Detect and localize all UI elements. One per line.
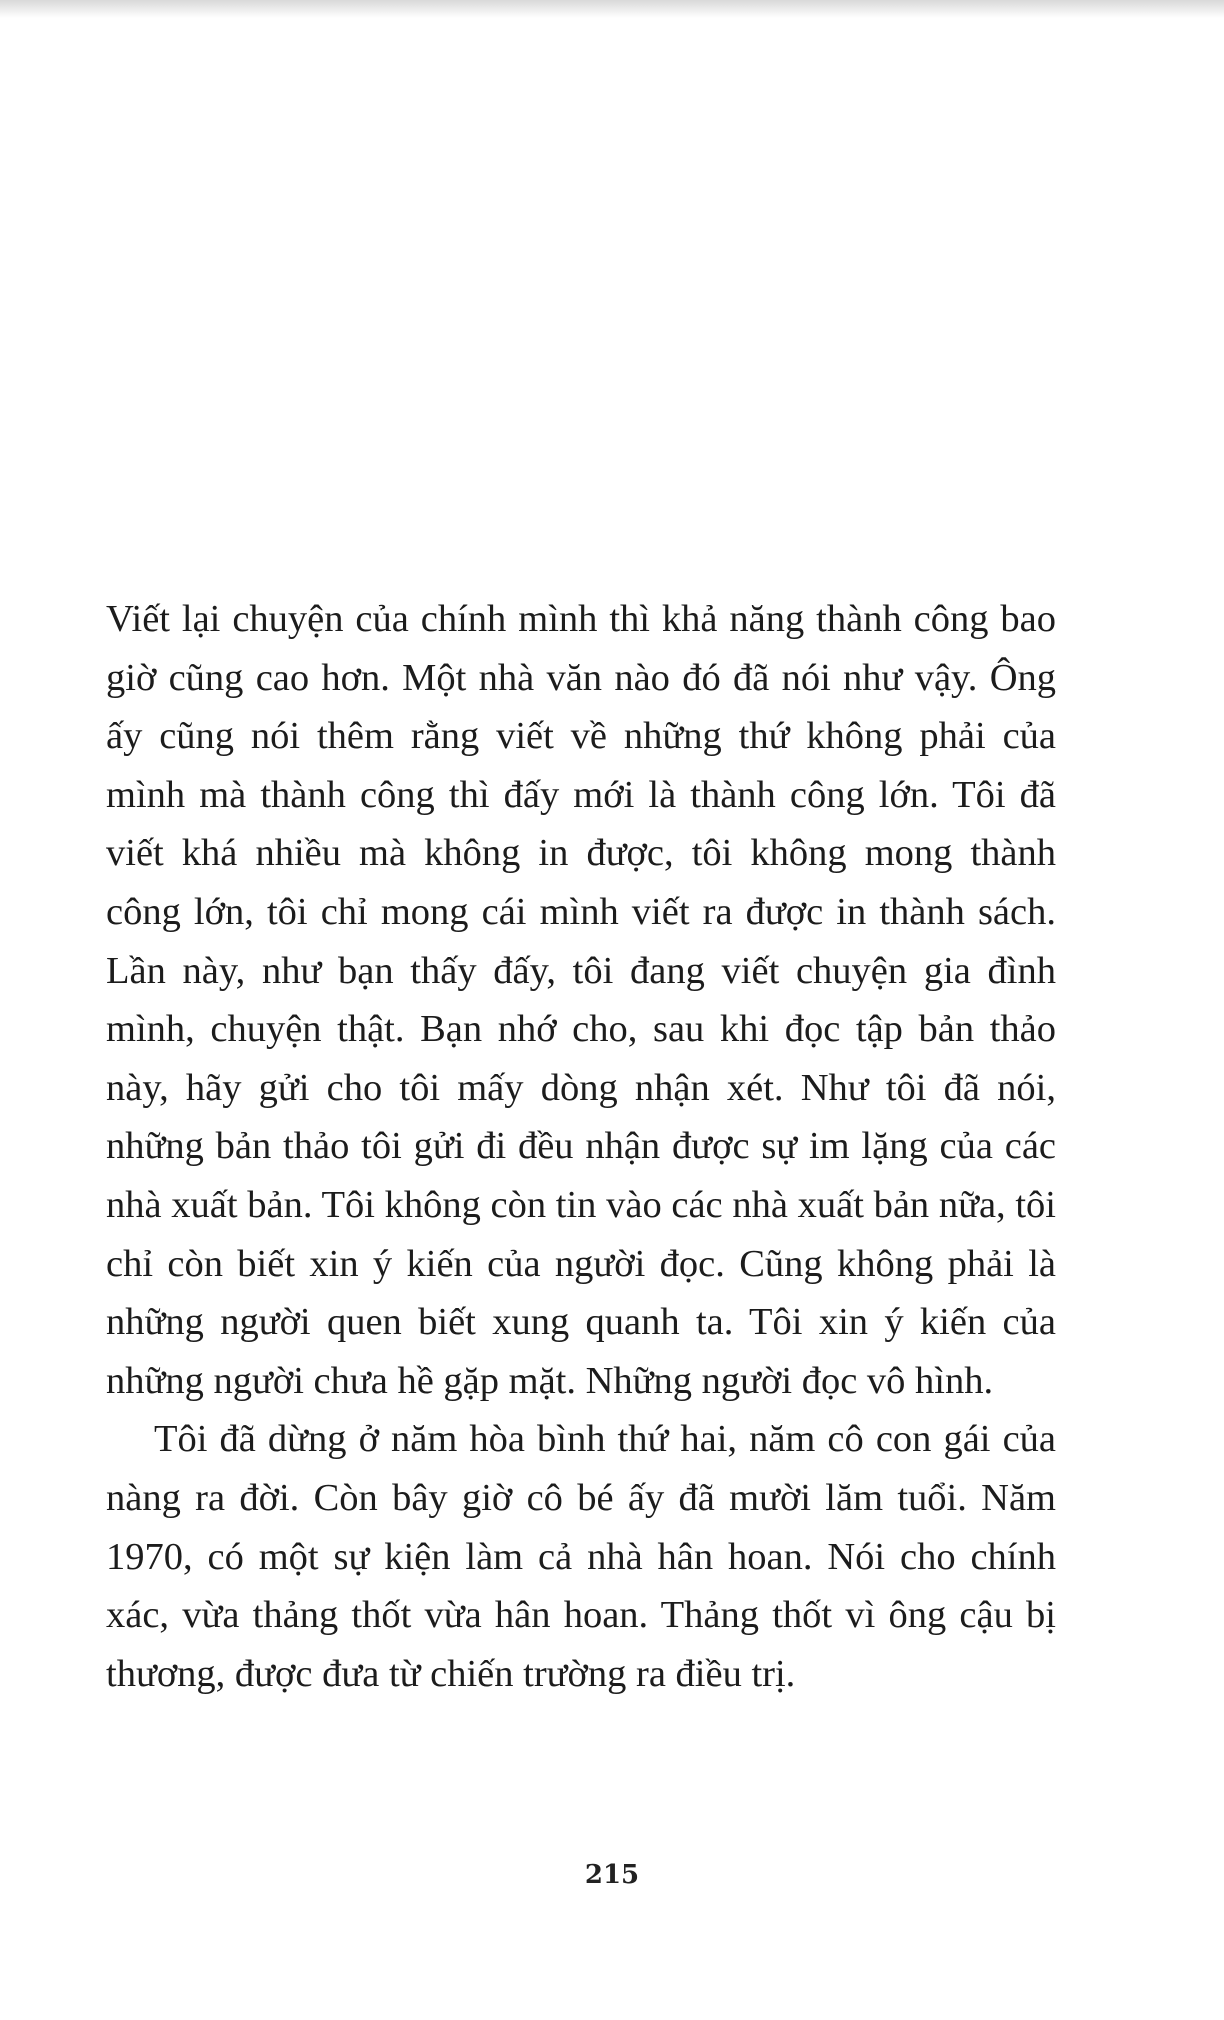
- page-top-edge: [0, 0, 1224, 18]
- paragraph-1: Viết lại chuyện của chính mình thì khả năng thành công bao giờ cũng cao hơn. Một nhà văn nào đó đã nói như vậy. Ông ấy cũng nói thêm rằng viết về những thứ không phải của mình mà thành công thì đấy mới là thành công lớn. Tôi đã viết khá nhiều mà không in được, tôi không mong thành công lớn, tôi chỉ mong cái mình viết ra được in thành sách. Lần này, như bạn thấy đấy, tôi đang viết chuyện gia đình mình, chuyện thật. Bạn nhớ cho, sau khi đọc tập bản thảo này, hãy gửi cho tôi mấy dòng nhận xét. Như tôi đã nói, những bản thảo tôi gửi đi đều nhận được sự im lặng của các nhà xuất bản. Tôi không còn tin vào các nhà xuất bản nữa, tôi chỉ còn biết xin ý kiến của người đọc. Cũng không phải là những người quen biết xung quanh ta. Tôi xin ý kiến của những người chưa hề gặp mặt. Những người đọc vô hình.: [106, 598, 1056, 1402]
- body-text: [106, 590, 1056, 1703]
- paragraph-2: Tôi đã dừng ở năm hòa bình thứ hai, năm cô con gái của nàng ra đời. Còn bây giờ cô bé ấy đã mười lăm tuổi. Năm 1970, có một sự kiện làm cả nhà hân hoan. Nói cho chính xác, vừa thảng thốt vừa hân hoan. Thảng thốt vì ông cậu bị thương, được đưa từ chiến trường ra điều trị.: [106, 1418, 1056, 1695]
- page-number: 215: [584, 1860, 640, 1890]
